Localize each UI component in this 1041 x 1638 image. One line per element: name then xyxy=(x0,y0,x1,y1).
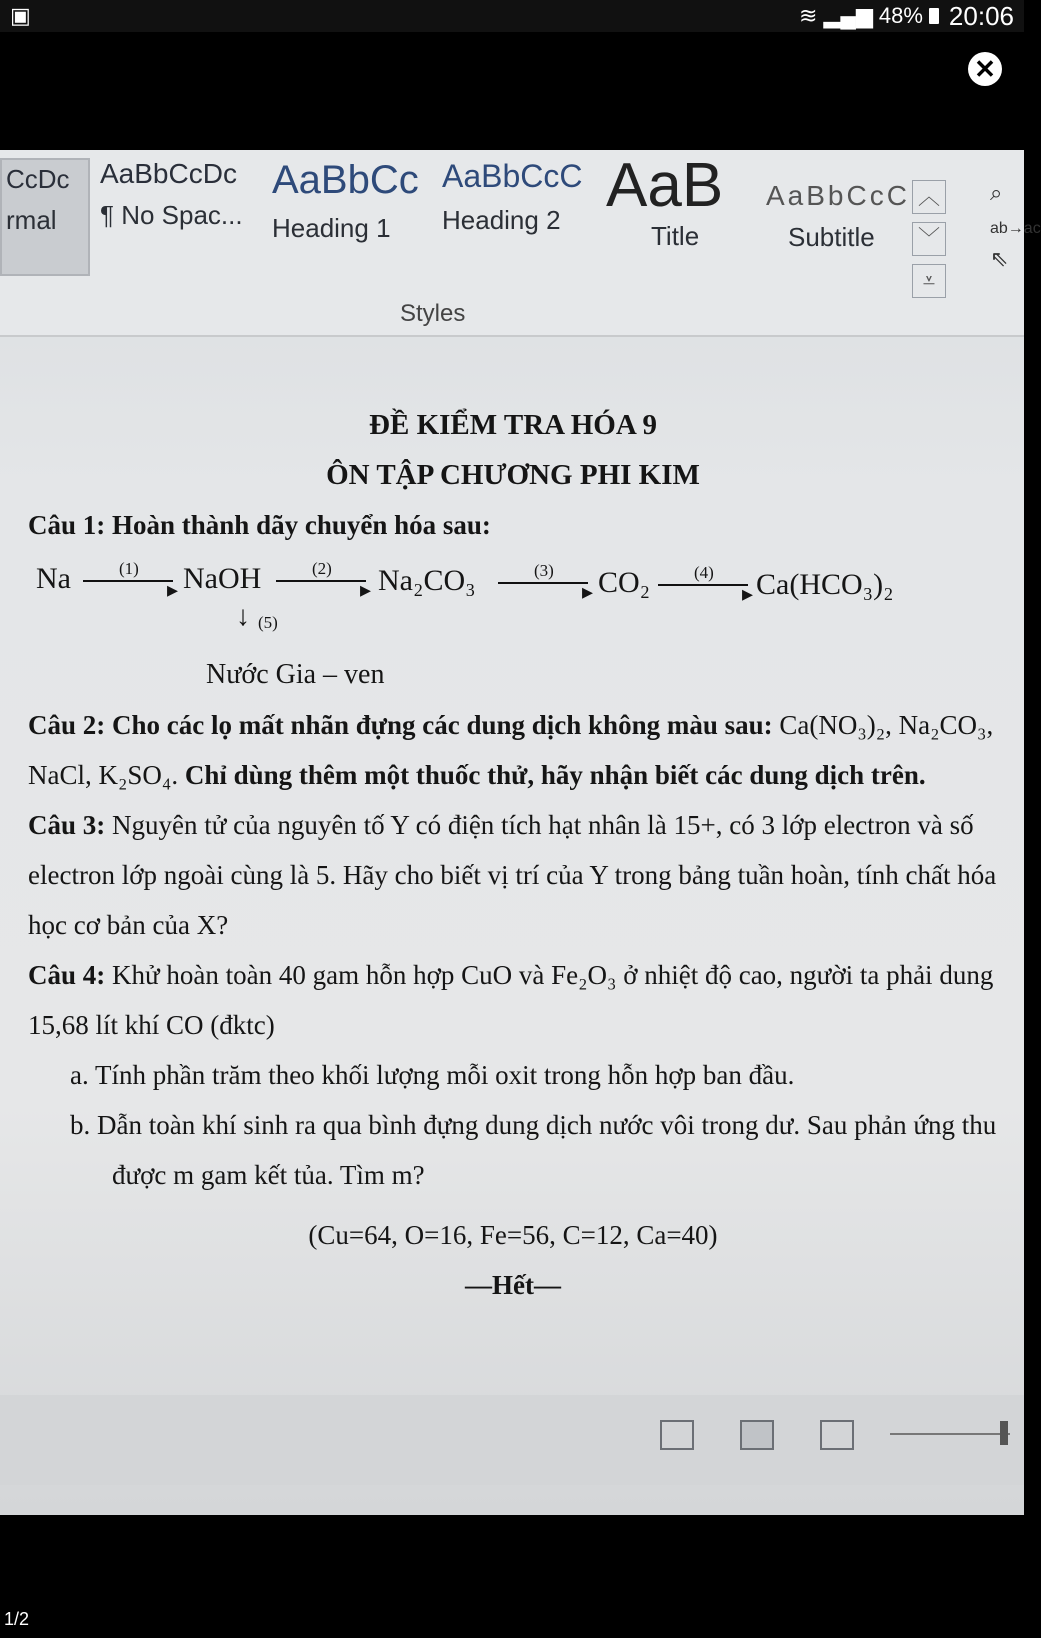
style-name: ¶ No Spac... xyxy=(100,200,243,230)
word-ribbon-styles xyxy=(0,150,1041,337)
expand-gallery-icon[interactable]: ⩡ xyxy=(912,264,946,298)
style-name: Heading 2 xyxy=(442,205,561,235)
q2-instruction: Chỉ dùng thêm một thuốc thử, hãy nhận biết các dung dịch trên. xyxy=(184,760,926,790)
chem-na: Na xyxy=(36,562,71,595)
word-status-bar xyxy=(0,1395,1024,1485)
battery-icon xyxy=(929,8,939,24)
style-no-spacing[interactable] xyxy=(100,158,243,268)
photo-content xyxy=(0,150,1041,1515)
step-5-label: (5) xyxy=(258,613,278,632)
q4-heading: Câu 4: xyxy=(28,960,106,990)
close-button[interactable] xyxy=(968,52,1002,86)
web-layout-icon[interactable] xyxy=(820,1420,854,1450)
q2-chemicals: Ca(NO₃)₂, Na₂CO₃, NaCl, K₂SO₄. xyxy=(28,710,994,790)
chem-co2: CO₂ xyxy=(598,566,651,599)
q3-text: Nguyên tử của nguyên tố Y có điện tích hạt nhân là 15+, có 3 lớp electron và số electron lớp ngoài cùng là 5. Hãy cho biết vị trí của Y trong bảng tuần hoàn, tính chất hóa học cơ bản của X? xyxy=(28,810,997,940)
q4-part-b: b. Dẫn toàn khí sinh ra qua bình đựng dung dịch nước vôi trong dư. Sau phản ứng thu được m gam kết tủa. Tìm m? xyxy=(70,1110,997,1190)
javel-water: Nước Gia – ven xyxy=(206,659,385,690)
q3-paragraph xyxy=(28,800,998,950)
editing-icons xyxy=(990,180,1041,272)
q3-heading: Câu 3: xyxy=(28,810,106,840)
find-icon[interactable]: ⌕ xyxy=(990,180,1003,205)
style-preview: AaBbCc xyxy=(272,158,419,202)
scroll-down-icon[interactable]: ﹀ xyxy=(912,222,946,256)
q1-heading: Câu 1: Hoàn thành dãy chuyển hóa sau: xyxy=(28,510,491,540)
step-3-label: (3) xyxy=(534,561,554,580)
scroll-up-icon[interactable]: ︿ xyxy=(912,180,946,214)
select-icon[interactable]: ⇖ xyxy=(990,246,1009,271)
chem-na2co3: Na₂CO₃ xyxy=(378,564,476,597)
doc-title-1: ĐỀ KIỂM TRA HÓA 9 xyxy=(369,409,657,441)
style-preview: AaBbCcC xyxy=(442,158,583,194)
atomic-masses: (Cu=64, O=16, Fe=56, C=12, Ca=40) xyxy=(308,1220,718,1250)
read-mode-icon[interactable] xyxy=(660,1420,694,1450)
style-name: rmal xyxy=(6,205,57,235)
clock: 20:06 xyxy=(948,0,1014,31)
style-heading-1[interactable] xyxy=(272,158,419,268)
step-1-label: (1) xyxy=(119,559,139,578)
zoom-slider-thumb[interactable] xyxy=(1000,1421,1008,1445)
zoom-slider[interactable] xyxy=(890,1433,1010,1435)
end-marker: —Hết— xyxy=(465,1270,561,1300)
wifi-icon: ≋ xyxy=(799,3,818,28)
style-preview: AaBbCcDc xyxy=(100,158,237,189)
signal-icon: ▂▄▆ xyxy=(823,3,873,28)
document-page xyxy=(28,400,998,1310)
styles-group-label: Styles xyxy=(400,300,466,327)
status-bar xyxy=(0,0,1024,32)
style-name: Subtitle xyxy=(788,222,875,252)
doc-title-2: ÔN TẬP CHƯƠNG PHI KIM xyxy=(326,459,700,491)
style-subtitle[interactable] xyxy=(766,180,910,290)
style-preview: AaBbCcC xyxy=(766,180,910,211)
style-name: Title xyxy=(651,221,700,251)
q4-text: Khử hoàn toàn 40 gam hỗn hợp CuO và Fe₂O₃ ở nhiệt độ cao, người ta phải dung 15,68 lít khí CO (đktc) xyxy=(28,960,994,1040)
replace-icon[interactable]: ab→ac xyxy=(990,220,1041,237)
q2-paragraph xyxy=(28,700,998,800)
close-icon: ✕ xyxy=(974,54,996,84)
battery-percent: 48% xyxy=(878,3,923,28)
style-normal[interactable] xyxy=(0,158,90,276)
style-preview: CcDc xyxy=(6,164,70,194)
styles-gallery-scroll xyxy=(912,180,946,306)
style-title[interactable] xyxy=(606,150,723,260)
print-layout-icon[interactable] xyxy=(740,1420,774,1450)
q2-heading: Câu 2: Cho các lọ mất nhãn đựng các dung dịch không màu sau: xyxy=(28,710,773,740)
page-counter: 1/2 xyxy=(4,1609,30,1629)
q4-part-a: a. Tính phần trăm theo khối lượng mỗi oxit trong hỗn hợp ban đầu. xyxy=(70,1060,795,1090)
reaction-scheme: Na ▸ (1) NaOH ▸ (2) Na₂CO₃ ▸ (3) CO₂ ▸ (4) Ca(HCO₃)₂ ↓ (5) Nước Gia – ven xyxy=(28,550,998,700)
q4-paragraph xyxy=(28,950,998,1050)
arrow-5-icon: ↓ xyxy=(236,601,250,632)
step-2-label: (2) xyxy=(312,559,332,578)
notification-icon: ▣ xyxy=(10,3,31,28)
style-name: Heading 1 xyxy=(272,213,391,243)
step-4-label: (4) xyxy=(694,563,714,582)
style-heading-2[interactable] xyxy=(442,158,583,268)
chem-naoh: NaOH xyxy=(183,562,262,595)
style-preview: AaB xyxy=(606,151,724,220)
chem-cahco3: Ca(HCO₃)₂ xyxy=(756,568,894,601)
